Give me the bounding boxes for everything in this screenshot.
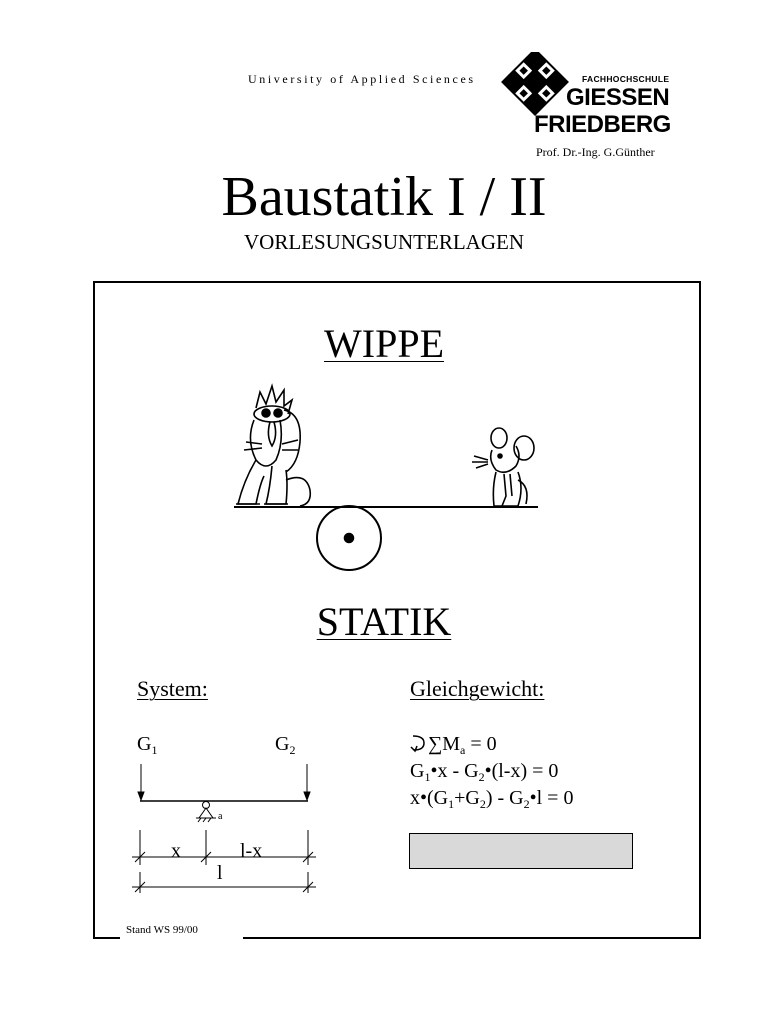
load-g2-subscript: 2 [289, 743, 296, 757]
eq1-rest: = 0 [465, 733, 497, 755]
rotation-arrow-icon [410, 733, 428, 753]
logo-line-1: GIESSEN [566, 84, 670, 111]
equilibrium-label: Gleichgewicht: [410, 676, 545, 701]
support-label: a [218, 811, 223, 822]
document-subtitle: VORLESUNGSUNTERLAGEN [244, 230, 524, 254]
logo-small-text: FACHHOCHSCHULE [582, 74, 670, 84]
eq1-subscript: a [460, 743, 466, 757]
dimension-x: x [171, 840, 181, 862]
equation-moment-sum [410, 733, 497, 758]
eq2-sub-a: 1 [424, 770, 431, 784]
eq3-sub-c: 2 [523, 797, 530, 811]
stand-label: Stand WS 99/00 [126, 924, 198, 936]
result-box [409, 833, 633, 869]
load-g2-label [275, 733, 295, 758]
mouse-icon [472, 428, 534, 506]
eq2-part-b: •x - G [430, 760, 479, 782]
frame-bottom-right [243, 937, 699, 939]
load-g1-symbol: G [137, 733, 152, 755]
eq3-part-b: +G [454, 787, 480, 809]
eq3-part-d: •l = 0 [529, 787, 574, 809]
load-g1-label [137, 733, 157, 758]
eq2-sub-b: 2 [478, 770, 485, 784]
section-heading-statik: STATIK [316, 599, 452, 644]
load-g1-subscript: 1 [151, 743, 158, 757]
lion-icon [236, 386, 310, 506]
eq3-part-c: ) - G [485, 787, 524, 809]
equation-rearranged [410, 787, 573, 812]
frame-bottom-left [93, 937, 120, 939]
beam-system-diagram [126, 760, 326, 895]
dimension-l-minus-x: l-x [240, 840, 263, 862]
eq2-part-a: G [410, 760, 425, 782]
eq3-sub-b: 2 [479, 797, 486, 811]
system-label: System: [137, 676, 208, 701]
load-g2-symbol: G [275, 733, 290, 755]
seesaw-illustration [226, 380, 546, 580]
document-title: Baustatik I / II [221, 166, 547, 228]
eq2-part-c: •(l-x) = 0 [484, 760, 559, 782]
logo-line-2: FRIEDBERG [534, 111, 671, 138]
section-heading-wippe: WIPPE [324, 321, 444, 366]
university-label: University of Applied Sciences [248, 72, 476, 86]
professor-name: Prof. Dr.-Ing. G.Günther [536, 145, 655, 159]
dimension-l: l [217, 862, 223, 884]
eq3-sub-a: 1 [448, 797, 455, 811]
eq1-sum: ∑M [428, 733, 461, 755]
eq3-part-a: x•(G [410, 787, 449, 809]
equation-moment-terms [410, 760, 558, 785]
